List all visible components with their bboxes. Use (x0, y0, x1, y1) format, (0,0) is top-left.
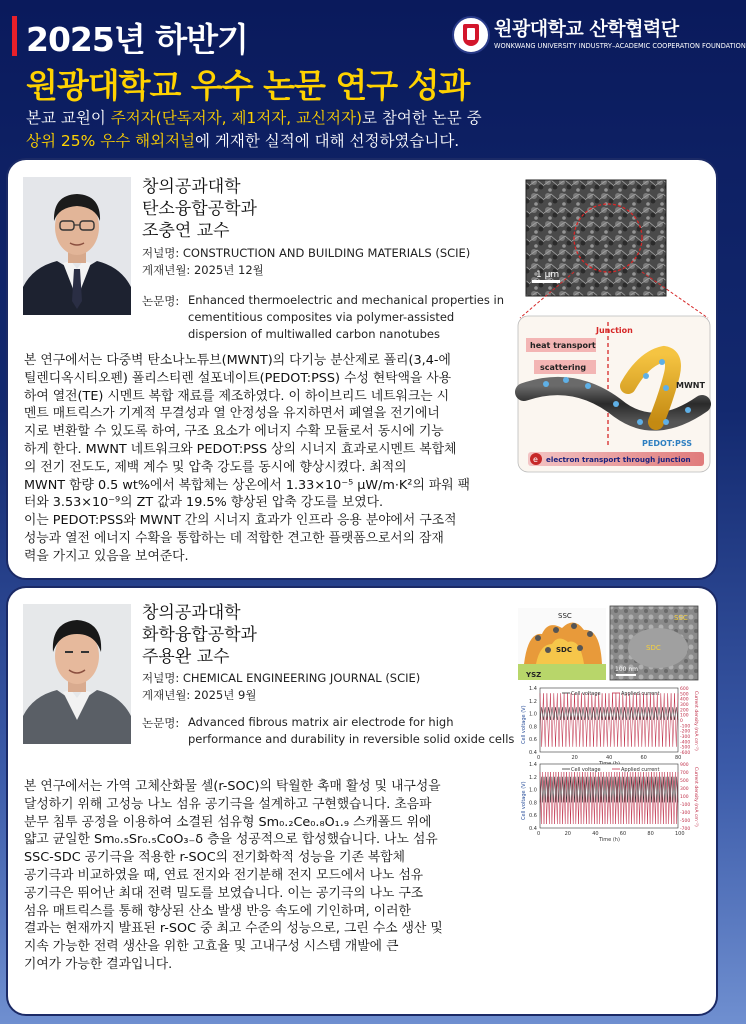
ssc-label: SSC (558, 612, 572, 620)
header-description-line1: 본교 교원이 주저자(단독저자, 제1저자, 교신저자)로 참여한 논문 중 (26, 109, 482, 127)
y2-axis-title: Current density (mA cm⁻²) (693, 691, 698, 751)
x-tick-label: 0 (537, 755, 541, 761)
x-tick-label: 0 (537, 831, 541, 837)
y2-tick-label: 200 (680, 708, 689, 714)
y-tick-label: 1.4 (529, 762, 537, 768)
y-tick-label: 1.2 (529, 774, 537, 781)
electron-symbol: e (533, 455, 538, 464)
x-tick-label: 20 (564, 831, 571, 837)
y2-tick-label: -400 (680, 740, 691, 746)
pedot-label: PEDOT:PSS (642, 439, 693, 448)
paper-figure-1 (516, 178, 712, 474)
paper-card-2 (6, 586, 718, 1016)
y2-tick-label: -300 (680, 811, 691, 816)
sdc-tem-label: SDC (646, 644, 661, 652)
sem-scale-label: 1 μm (536, 270, 560, 280)
y2-tick-label: 400 (680, 697, 689, 703)
page-header (0, 0, 746, 160)
college-name-2: 창의공과대학 (142, 603, 241, 623)
y2-tick-label: 700 (680, 771, 689, 776)
electron-transport-label: electron transport through junction (546, 455, 691, 464)
legend-voltage-label: Cell voltage (571, 691, 601, 697)
junction-label: Junction (596, 326, 633, 335)
y-tick-label: 1.2 (529, 698, 537, 705)
y-tick-label: 1.0 (529, 711, 537, 718)
y2-tick-label: 300 (680, 787, 689, 792)
x-tick-label: 20 (571, 755, 578, 761)
y-tick-label: 0.6 (529, 737, 537, 744)
y2-tick-label: 500 (680, 779, 689, 784)
paper-card-1 (6, 158, 718, 580)
y-tick-label: 0.8 (529, 724, 537, 731)
y-axis-title: Cell voltage (V) (521, 705, 527, 744)
scattering-label: scattering (540, 363, 587, 372)
publish-date-2: 게재년월: 2025년 9월 (142, 688, 257, 702)
paper-title-1: Enhanced thermoelectric and mechanical properties in cementitious composites via polymer-assisted dispersion of multiwalled carbon nanotubes (188, 293, 505, 341)
heat-transport-label: heat transport (530, 341, 596, 350)
y-tick-label: 0.6 (529, 813, 537, 820)
x-tick-label: 60 (640, 755, 647, 761)
x-tick-label: 100 (675, 831, 685, 837)
sdc-label: SDC (556, 646, 572, 654)
header-accent-bar (12, 16, 17, 56)
paper-summary-1: 본 연구에서는 다중벽 탄소나노튜브(MWNT)의 다기능 분산제로 폴리(3,4-에 틸렌디옥시티오펜) 폴리스티렌 설포네이트(PEDOT:PSS) 수성 현탁액을 사용 하여 열전(TE) 시멘트 복합 재료를 제조하였다. 이 하이브리드 네트워크는 시 멘트 매트릭스가 기계적 무결성과 열 안정성을 유지하면서 폐열을 전기에너 지로 변환할 수 있도록 하여, 구조 요소가 에너지 수확 모듈로서 동시에 기능 하게 한다. MWNT 네트워크와 PEDOT:PSS 상의 시너지 효과로시멘트 복합체 의 전기 전도도, 제백 계수 및 압축 강도를 동시에 향상시켰다. 최적의 MWNT 함량 0.5 wt%에서 복합체는 상온에서 1.33×10⁻⁵ μW/m·K²의 파워 팩 터와 3.53×10⁻⁹의 ZT 값과 19.5% 향상된 압축 강도를 보였다. 이는 PEDOT:PSS와 MWNT 간의 시너지 효과가 인프라 응용 분야에서 구조적 성능과 열전 에너지 수확을 통합하는 데 적합한 견고한 플랫폼으로서의 잠재 력을 가지고 있음을 보여준다. (24, 353, 471, 564)
tem-scale-label: 100 nm (615, 666, 639, 673)
department-name-2: 화학융합공학과 (142, 625, 257, 645)
department-name-1: 탄소융합공학과 (142, 199, 257, 219)
y2-tick-label: -100 (680, 803, 691, 808)
paper-title-2: Advanced fibrous matrix air electrode for high performance and durability in reversible solid oxide cells (188, 715, 515, 746)
y2-tick-label: -600 (680, 751, 691, 756)
professor-name-1: 조충연 교수 (142, 221, 230, 241)
y2-tick-label: 0 (680, 719, 683, 724)
university-emblem-icon (452, 16, 490, 54)
page-title: 원광대학교 우수 논문 연구 성과 (26, 66, 470, 105)
paper-title-label-2: 논문명: (142, 716, 180, 730)
y-tick-label: 1.0 (529, 787, 537, 794)
x-tick-label: 60 (619, 831, 627, 837)
logo-subtitle: WONKWANG UNIVERSITY INDUSTRY–ACADEMIC COOPERATION FOUNDATION (494, 42, 746, 50)
y-tick-label: 0.8 (529, 800, 537, 807)
paper-title-label-1: 논문명: (142, 294, 180, 308)
professor-photo-1 (23, 177, 131, 315)
y2-tick-label: -500 (680, 819, 691, 824)
paper-figure-2 (518, 604, 714, 843)
legend-current-label: Applied current (621, 691, 660, 697)
y2-tick-label: 900 (680, 763, 689, 768)
y2-tick-label: 600 (680, 687, 689, 692)
professor-name-2: 주용완 교수 (142, 647, 230, 667)
logo-name: 원광대학교 산학협력단 (494, 18, 679, 40)
publish-date-1: 게재년월: 2025년 12월 (142, 263, 264, 277)
legend-current-label: Applied current (621, 767, 660, 773)
y2-tick-label: 100 (680, 713, 689, 719)
y2-tick-label: -200 (680, 729, 691, 735)
y-tick-label: 1.4 (529, 686, 537, 692)
y2-tick-label: -300 (680, 735, 691, 740)
paper-summary-2: 본 연구에서는 가역 고체산화물 셀(r-SOC)의 탁월한 촉매 활성 및 내구성을 달성하기 위해 고성능 나노 섬유 공기극을 설계하고 구현했습니다. 초음파 분무 침투 공정을 이용하여 소결된 섬유형 Sm₀.₂Ce₀.₈O₁.₉ 스캐폴드 위에 얇고 균일한 Sm₀.₅Sr₀.₅CoO₃₋δ 층을 성공적으로 합성했습니다. 나노 섬유 SSC-SDC 공기극을 적용한 r-SOC의 전기화학적 성능을 기존 복합체 공기극과 비교하였을 때, 연료 전지와 전기분해 전지 모드에서 나노 섬유 공기극은 뛰어난 최대 전력 밀도를 보였습니다. 이는 공기극의 나노 구조 섬유 매트릭스를 통해 향상된 산소 발생 반응 속도에 기인하며, 이러한 결과는 현재까지 발표된 r-SOC 중 최고 수준의 성능으로, 그린 수소 생산 및 지속 가능한 전력 생산을 위한 고효율 및 고내구성 시스템 개발에 큰 기여가 가능한 결과입니다. (24, 779, 443, 972)
university-logo (452, 14, 746, 58)
journal-name-2: 저널명: CHEMICAL ENGINEERING JOURNAL (SCIE) (142, 671, 421, 685)
mwnt-label: MWNT (676, 381, 705, 390)
y2-axis-title: Current density (mA cm⁻²) (693, 767, 698, 827)
y2-tick-label: -500 (680, 745, 691, 751)
y-tick-label: 0.4 (529, 750, 537, 756)
ssc-tem-label: SSC (674, 614, 688, 622)
journal-name-1: 저널명: CONSTRUCTION AND BUILDING MATERIALS (SCIE) (142, 246, 471, 260)
professor-photo-2 (23, 604, 131, 744)
x-axis-title: Time (h) (599, 837, 620, 843)
y2-tick-label: 100 (680, 795, 689, 800)
y2-tick-label: -100 (680, 724, 691, 730)
y-axis-title: Cell voltage (V) (521, 781, 527, 820)
header-year: 2025년 하반기 (26, 20, 248, 59)
y2-tick-label: 300 (680, 703, 689, 708)
header-description-line2: 상위 25% 우수 해외저널에 게재한 실적에 대해 선정하였습니다. (26, 132, 460, 150)
college-name-1: 창의공과대학 (142, 177, 241, 197)
x-tick-label: 80 (675, 755, 682, 761)
legend-voltage-label: Cell voltage (571, 767, 601, 773)
x-tick-label: 40 (592, 831, 599, 837)
x-tick-label: 40 (606, 755, 613, 761)
y-tick-label: 0.4 (529, 826, 537, 832)
y2-tick-label: 500 (680, 692, 689, 698)
y2-tick-label: -700 (680, 827, 691, 832)
ysz-label: YSZ (526, 671, 542, 679)
x-tick-label: 80 (647, 831, 654, 837)
